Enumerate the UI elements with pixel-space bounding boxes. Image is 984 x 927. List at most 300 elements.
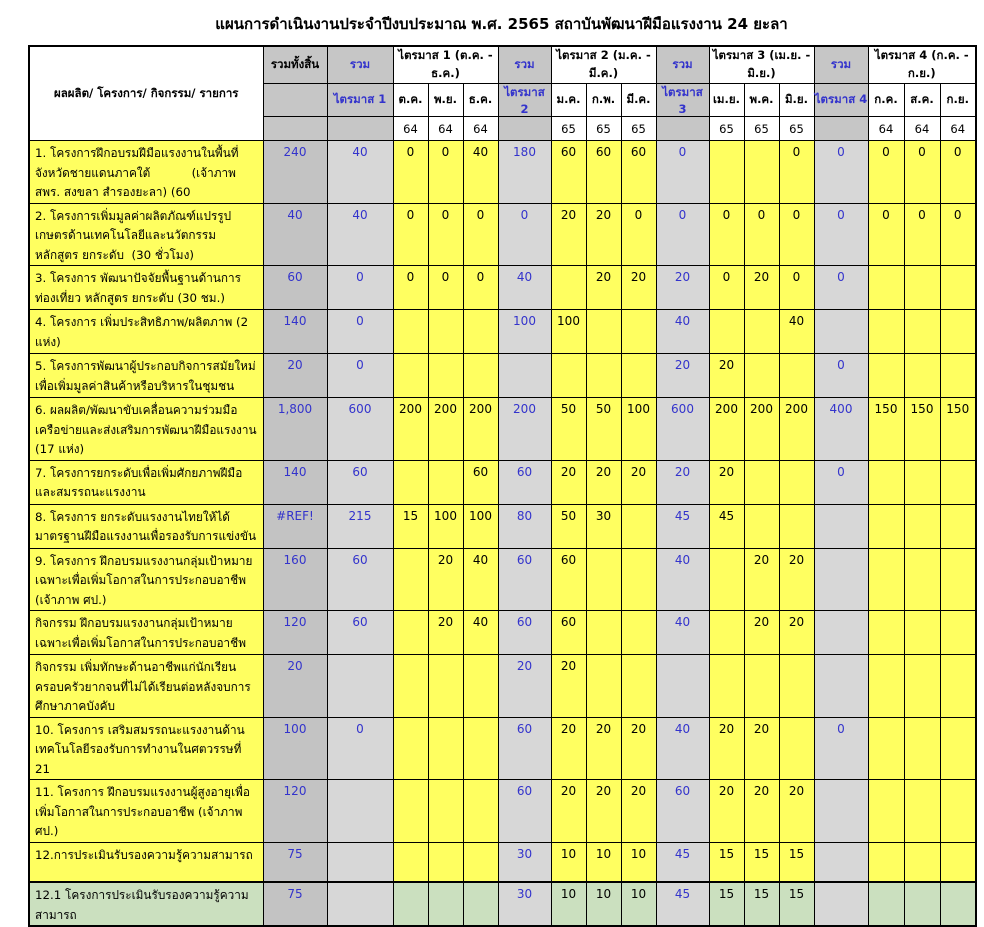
month-cell (940, 655, 976, 718)
month-cell (779, 504, 814, 548)
month-cell (868, 310, 904, 354)
q4-total-header: รวม (814, 46, 868, 84)
quarter-total-cell: 20 (656, 460, 709, 504)
table-row (29, 460, 976, 504)
month-header: ส.ค. (904, 84, 940, 117)
q1-spacer (327, 117, 393, 141)
month-cell (621, 611, 656, 655)
month-cell: 20 (744, 611, 779, 655)
month-cell (904, 504, 940, 548)
quarter-total-cell: 40 (656, 717, 709, 780)
month-cell: 20 (621, 460, 656, 504)
month-cell (868, 266, 904, 310)
month-header: ก.ค. (868, 84, 904, 117)
month-cell: 20 (551, 460, 586, 504)
month-cell (621, 354, 656, 398)
month-cell: 20 (779, 780, 814, 843)
quarter-total-cell: 100 (498, 310, 551, 354)
month-cell: 0 (428, 141, 463, 204)
month-cell: 0 (779, 141, 814, 204)
month-cell: 0 (393, 141, 428, 204)
quarter-total-cell: 200 (498, 398, 551, 461)
month-cell (428, 882, 463, 926)
month-cell (868, 882, 904, 926)
grand-total-spacer (263, 117, 327, 141)
month-cell: 150 (904, 398, 940, 461)
month-cell (551, 354, 586, 398)
month-cell (463, 655, 498, 718)
column-header-grand-total: รวมทั้งสิ้น (263, 46, 327, 84)
month-cell: 20 (621, 780, 656, 843)
grand-total-cell: 120 (263, 780, 327, 843)
month-cell (393, 548, 428, 611)
month-cell: 40 (463, 548, 498, 611)
month-cell: 30 (586, 504, 621, 548)
month-cell (868, 655, 904, 718)
month-cell (709, 548, 744, 611)
quarter-total-cell: 215 (327, 504, 393, 548)
month-cell (393, 882, 428, 926)
grand-total-spacer (263, 84, 327, 117)
quarter-total-cell: 0 (814, 354, 868, 398)
month-cell (904, 611, 940, 655)
month-cell (868, 460, 904, 504)
month-cell (868, 842, 904, 882)
work-plan-table (28, 45, 977, 927)
month-cell: 100 (428, 504, 463, 548)
year-header: 64 (904, 117, 940, 141)
q4-sub-header: ไตรมาส 4 (814, 84, 868, 117)
month-cell: 10 (621, 842, 656, 882)
row-label: 8. โครงการ ยกระดับแรงงานไทยให้ได้มาตรฐานฝีมือแรงงานเพื่อรองรับการแข่งขัน (29, 504, 263, 548)
table-row (29, 842, 976, 882)
grand-total-cell: 40 (263, 203, 327, 266)
month-cell: 10 (551, 842, 586, 882)
quarter-total-cell: 60 (327, 548, 393, 611)
month-cell (744, 655, 779, 718)
quarter-total-cell (814, 310, 868, 354)
year-header: 64 (393, 117, 428, 141)
month-cell (868, 717, 904, 780)
quarter-total-cell: 60 (498, 717, 551, 780)
month-cell (904, 717, 940, 780)
quarter-total-cell: 40 (327, 141, 393, 204)
month-cell (393, 780, 428, 843)
month-header: ก.ย. (940, 84, 976, 117)
month-cell: 0 (779, 203, 814, 266)
month-cell (621, 655, 656, 718)
month-cell: 20 (551, 717, 586, 780)
month-cell (940, 611, 976, 655)
month-cell (428, 842, 463, 882)
month-cell (904, 655, 940, 718)
grand-total-cell: 240 (263, 141, 327, 204)
month-cell: 0 (393, 266, 428, 310)
quarter-total-cell: 600 (327, 398, 393, 461)
quarter-total-cell (814, 655, 868, 718)
month-cell (393, 717, 428, 780)
month-cell (779, 655, 814, 718)
quarter-total-cell: 20 (498, 655, 551, 718)
quarter-total-cell: 0 (498, 203, 551, 266)
month-cell: 60 (551, 611, 586, 655)
month-cell (868, 354, 904, 398)
q1-sub-header: ไตรมาส 1 (327, 84, 393, 117)
month-cell: 0 (709, 203, 744, 266)
month-cell (428, 717, 463, 780)
quarter-total-cell: 45 (656, 504, 709, 548)
month-cell (940, 882, 976, 926)
row-label: 9. โครงการ ฝึกอบรมแรงงานกลุ่มเป้าหมายเฉพาะเพื่อเพิ่มโอกาสในการประกอบอาชีพ (เจ้าภาพ ศป.) (29, 548, 263, 611)
quarter-total-cell: 40 (327, 203, 393, 266)
quarter-total-cell: 40 (656, 611, 709, 655)
month-cell (463, 780, 498, 843)
table-row (29, 141, 976, 204)
month-cell: 150 (868, 398, 904, 461)
quarter-total-cell (814, 611, 868, 655)
table-row (29, 780, 976, 843)
month-cell (586, 655, 621, 718)
quarter-total-cell: 60 (498, 460, 551, 504)
month-cell: 40 (463, 141, 498, 204)
row-label: 3. โครงการ พัฒนาปัจจัยพื้นฐานด้านการท่องเที่ยว หลักสูตร ยกระดับ (30 ชม.) (29, 266, 263, 310)
row-label: 10. โครงการ เสริมสมรรถนะแรงงานด้านเทคโนโลยีรองรับการทำงานในศตวรรษที่ 21 (29, 717, 263, 780)
table-row (29, 611, 976, 655)
quarter-total-cell: 0 (656, 203, 709, 266)
table-row (29, 203, 976, 266)
month-cell: 15 (779, 842, 814, 882)
year-header: 65 (779, 117, 814, 141)
row-label: 12.การประเมินรับรองความรู้ความสามารถ (29, 842, 263, 882)
quarter-total-cell (327, 780, 393, 843)
month-cell: 15 (709, 882, 744, 926)
month-cell (868, 780, 904, 843)
month-cell: 0 (428, 266, 463, 310)
month-cell: 0 (621, 203, 656, 266)
month-cell (940, 310, 976, 354)
quarter-total-cell: 0 (814, 203, 868, 266)
month-cell: 0 (428, 203, 463, 266)
month-cell (904, 460, 940, 504)
month-cell: 0 (744, 203, 779, 266)
month-cell (463, 842, 498, 882)
quarter-total-cell: 30 (498, 882, 551, 926)
month-cell: 200 (393, 398, 428, 461)
month-cell: 20 (586, 266, 621, 310)
grand-total-cell: 140 (263, 310, 327, 354)
year-header: 64 (463, 117, 498, 141)
month-cell (744, 310, 779, 354)
quarter-total-cell (327, 842, 393, 882)
quarter-total-cell: 0 (327, 354, 393, 398)
quarter-total-cell: 45 (656, 842, 709, 882)
year-header: 65 (551, 117, 586, 141)
table-row (29, 717, 976, 780)
column-header-projects: ผลผลิต/ โครงการ/ กิจกรรม/ รายการ (29, 46, 263, 141)
quarter-total-cell (814, 548, 868, 611)
month-cell: 50 (551, 398, 586, 461)
quarter-total-cell: 45 (656, 882, 709, 926)
month-cell: 0 (868, 141, 904, 204)
month-cell: 200 (463, 398, 498, 461)
grand-total-cell: 20 (263, 655, 327, 718)
quarter-total-cell (814, 882, 868, 926)
month-cell (868, 504, 904, 548)
quarter-total-cell: 0 (327, 310, 393, 354)
month-cell (428, 310, 463, 354)
month-cell: 0 (868, 203, 904, 266)
month-cell (744, 141, 779, 204)
quarter-total-cell: 60 (498, 780, 551, 843)
quarter-total-cell: 400 (814, 398, 868, 461)
month-cell (868, 548, 904, 611)
quarter-total-cell: 0 (327, 266, 393, 310)
month-cell: 10 (551, 882, 586, 926)
month-cell: 10 (586, 882, 621, 926)
month-cell: 20 (621, 717, 656, 780)
month-cell (940, 548, 976, 611)
month-cell: 20 (709, 780, 744, 843)
quarter-total-cell: 0 (814, 717, 868, 780)
q3-sub-header: ไตรมาส 3 (656, 84, 709, 117)
q3-total-header: รวม (656, 46, 709, 84)
month-cell: 15 (393, 504, 428, 548)
month-cell (709, 141, 744, 204)
month-cell: 20 (779, 611, 814, 655)
month-cell: 0 (393, 203, 428, 266)
quarter-total-cell (327, 655, 393, 718)
month-cell (940, 780, 976, 843)
quarter-total-cell: 60 (498, 548, 551, 611)
month-header: มี.ค. (621, 84, 656, 117)
month-cell (744, 354, 779, 398)
q4-spacer (814, 117, 868, 141)
grand-total-cell: 1,800 (263, 398, 327, 461)
month-cell: 60 (551, 548, 586, 611)
month-cell (940, 842, 976, 882)
month-cell (940, 717, 976, 780)
row-label: 7. โครงการยกระดับเพื่อเพิ่มศักยภาพฝีมือและสมรรถนะแรงงาน (29, 460, 263, 504)
month-cell (463, 310, 498, 354)
grand-total-cell: 75 (263, 882, 327, 926)
month-cell: 20 (586, 203, 621, 266)
grand-total-cell: 75 (263, 842, 327, 882)
month-cell: 20 (709, 460, 744, 504)
month-cell: 0 (779, 266, 814, 310)
month-cell: 45 (709, 504, 744, 548)
year-header: 65 (709, 117, 744, 141)
table-row (29, 655, 976, 718)
row-label: 11. โครงการ ฝึกอบรมแรงงานผู้สูงอายุเพื่อเพิ่มโอกาสในการประกอบอาชีพ (เจ้าภาพ ศป.) (29, 780, 263, 843)
month-cell (428, 655, 463, 718)
month-cell (779, 717, 814, 780)
month-cell: 20 (744, 548, 779, 611)
quarter-total-cell (814, 504, 868, 548)
row-label: 6. ผลผลิต/พัฒนาขับเคลื่อนความร่วมมือเครือข่ายและส่งเสริมการพัฒนาฝีมือแรงงาน (17 แห่ง) (29, 398, 263, 461)
quarter-total-cell (814, 780, 868, 843)
q1-range-header: ไตรมาส 1 (ต.ค. - ธ.ค.) (393, 46, 498, 84)
row-label: 12.1 โครงการประเมินรับรองความรู้ความสามารถ (29, 882, 263, 926)
quarter-total-cell: 600 (656, 398, 709, 461)
month-cell: 20 (586, 717, 621, 780)
row-label: กิจกรรม ฝึกอบรมแรงงานกลุ่มเป้าหมายเฉพาะเพื่อเพิ่มโอกาสในการประกอบอาชีพ (29, 611, 263, 655)
month-cell: 20 (744, 780, 779, 843)
month-cell: 15 (779, 882, 814, 926)
year-header: 65 (621, 117, 656, 141)
month-cell: 0 (940, 203, 976, 266)
table-row (29, 398, 976, 461)
month-cell: 200 (779, 398, 814, 461)
quarter-total-cell: 60 (327, 611, 393, 655)
grand-total-cell: 140 (263, 460, 327, 504)
month-cell: 15 (744, 882, 779, 926)
month-cell: 50 (551, 504, 586, 548)
quarter-total-cell: 60 (656, 780, 709, 843)
row-label: 4. โครงการ เพิ่มประสิทธิภาพ/ผลิตภาพ (2 แห่ง) (29, 310, 263, 354)
month-cell (940, 504, 976, 548)
month-cell (904, 842, 940, 882)
month-cell (621, 504, 656, 548)
month-cell: 20 (428, 611, 463, 655)
grand-total-cell: 120 (263, 611, 327, 655)
year-header: 64 (428, 117, 463, 141)
month-cell (393, 354, 428, 398)
q2-range-header: ไตรมาส 2 (ม.ค. - มี.ค.) (551, 46, 656, 84)
month-cell (551, 266, 586, 310)
quarter-total-cell (656, 655, 709, 718)
quarter-total-cell: 40 (656, 310, 709, 354)
month-cell (428, 460, 463, 504)
month-cell (744, 504, 779, 548)
grand-total-cell: 160 (263, 548, 327, 611)
month-cell: 20 (551, 780, 586, 843)
month-header: พ.ย. (428, 84, 463, 117)
quarter-total-cell: 80 (498, 504, 551, 548)
month-cell: 200 (744, 398, 779, 461)
month-cell: 60 (621, 141, 656, 204)
month-cell: 20 (779, 548, 814, 611)
month-header: เม.ย. (709, 84, 744, 117)
month-cell: 20 (744, 717, 779, 780)
grand-total-cell: 20 (263, 354, 327, 398)
month-cell: 0 (463, 266, 498, 310)
q4-range-header: ไตรมาส 4 (ก.ค. - ก.ย.) (868, 46, 976, 84)
month-cell: 60 (551, 141, 586, 204)
grand-total-cell: 60 (263, 266, 327, 310)
month-cell (428, 780, 463, 843)
quarter-total-cell: 0 (327, 717, 393, 780)
month-cell: 15 (744, 842, 779, 882)
month-cell (904, 266, 940, 310)
month-header: ก.พ. (586, 84, 621, 117)
quarter-total-cell: 0 (814, 141, 868, 204)
month-cell: 0 (709, 266, 744, 310)
month-cell (463, 354, 498, 398)
row-label: 5. โครงการพัฒนาผู้ประกอบกิจการสมัยใหม่เพื่อเพิ่มมูลค่าสินค้าหรือบริหารในชุมชน (29, 354, 263, 398)
quarter-total-cell: 180 (498, 141, 551, 204)
month-cell: 50 (586, 398, 621, 461)
year-header: 64 (940, 117, 976, 141)
month-cell (904, 354, 940, 398)
month-cell: 20 (621, 266, 656, 310)
quarter-total-cell: 0 (814, 266, 868, 310)
month-cell (940, 266, 976, 310)
quarter-total-cell: 40 (656, 548, 709, 611)
month-cell (904, 780, 940, 843)
q2-spacer (498, 117, 551, 141)
quarter-total-cell (498, 354, 551, 398)
month-header: มิ.ย. (779, 84, 814, 117)
month-cell (868, 611, 904, 655)
quarter-total-cell: 60 (498, 611, 551, 655)
month-cell (744, 460, 779, 504)
month-cell (393, 310, 428, 354)
month-cell: 100 (621, 398, 656, 461)
month-cell: 20 (428, 548, 463, 611)
month-cell: 15 (709, 842, 744, 882)
quarter-total-cell: 20 (656, 266, 709, 310)
month-cell (621, 310, 656, 354)
month-cell: 60 (586, 141, 621, 204)
page-title: แผนการดำเนินงานประจำปีงบประมาณ พ.ศ. 2565 สถาบันพัฒนาฝีมือแรงงาน 24 ยะลา (215, 15, 788, 33)
row-label: 1. โครงการฝึกอบรมฝีมือแรงงานในพื้นที่จังหวัดชายแดนภาคใต้ (เจ้าภาพ สพร. สงขลา สำรองยะลา) (60 (29, 141, 263, 204)
year-header: 64 (868, 117, 904, 141)
month-cell (709, 655, 744, 718)
month-cell (586, 354, 621, 398)
month-cell (428, 354, 463, 398)
quarter-total-cell: 0 (814, 460, 868, 504)
month-cell: 100 (463, 504, 498, 548)
month-cell: 20 (586, 780, 621, 843)
month-cell: 40 (463, 611, 498, 655)
month-cell (940, 460, 976, 504)
month-cell: 20 (551, 203, 586, 266)
month-cell (586, 611, 621, 655)
month-cell (709, 310, 744, 354)
q2-total-header: รวม (498, 46, 551, 84)
quarter-total-cell (327, 882, 393, 926)
month-cell (463, 717, 498, 780)
table-row (29, 310, 976, 354)
month-header: พ.ค. (744, 84, 779, 117)
row-label: กิจกรรม เพิ่มทักษะด้านอาชีพแก่นักเรียนครอบครัวยากจนที่ไม่ได้เรียนต่อหลังจบการศึกษาภาคบังคับ (29, 655, 263, 718)
q2-sub-header: ไตรมาส 2 (498, 84, 551, 117)
month-cell (621, 548, 656, 611)
month-cell: 20 (551, 655, 586, 718)
month-cell: 0 (463, 203, 498, 266)
month-cell: 10 (586, 842, 621, 882)
q3-spacer (656, 117, 709, 141)
quarter-total-cell (814, 842, 868, 882)
quarter-total-cell: 60 (327, 460, 393, 504)
month-cell (463, 882, 498, 926)
year-header: 65 (744, 117, 779, 141)
month-cell (940, 354, 976, 398)
month-cell (393, 842, 428, 882)
table-row (29, 504, 976, 548)
month-cell: 0 (904, 203, 940, 266)
year-header: 65 (586, 117, 621, 141)
month-cell (709, 611, 744, 655)
month-cell: 40 (779, 310, 814, 354)
table-row (29, 266, 976, 310)
table-row (29, 354, 976, 398)
month-cell (586, 548, 621, 611)
month-cell (779, 460, 814, 504)
month-cell: 20 (709, 354, 744, 398)
month-header: ม.ค. (551, 84, 586, 117)
month-cell: 60 (463, 460, 498, 504)
